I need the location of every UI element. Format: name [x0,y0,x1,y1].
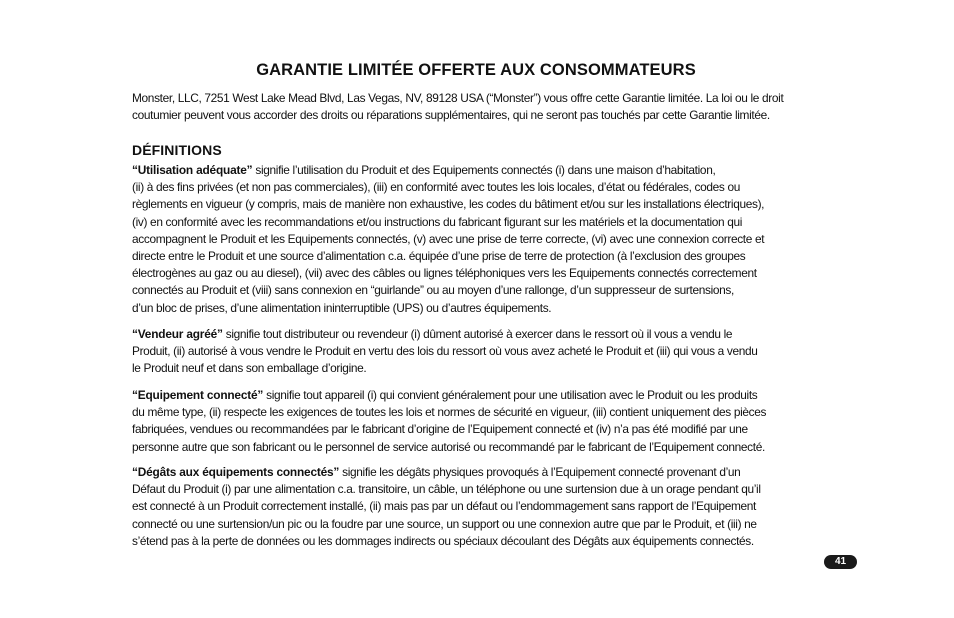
definition-text: signifie tout distributeur ou revendeur (i) dûment autorisé à exercer dans le ressort où il vous a vendu le [222,327,733,341]
definition-line: s’étend pas à la perte de données ou les dommages indirects ou spéciaux découlant des Dégâts aux équipements connectés. [132,533,754,548]
definition-line: Défaut du Produit (i) par une alimentation c.a. transitoire, un câble, un téléphone ou une surtension due à un orage pendant qu’il [132,482,761,497]
definition-line: est connecté à un Produit correctement installé, (ii) mais pas par un défaut ou l’endommagement sans rapport de l’Equipement [132,499,757,514]
definition-line: (iv) en conformité avec les recommandations et/ou instructions du fabricant figurant sur les matériels et la documentation qui [132,214,743,229]
definition-line: le Produit neuf et dans son emballage d’origine. [132,361,367,376]
definition-line: fabriquées, vendues ou recommandées par le fabricant d’origine de l’Equipement connecté et (iv) n’a pas été modifié par une [132,422,748,437]
definition-line: connecté ou une surtension/un pic ou la foudre par une source, un support ou une connexion autre que par le Produit, et (iii) ne [132,516,757,531]
intro-paragraph [132,90,832,124]
definition-term: “Utilisation adéquate” [132,163,253,177]
definition-line: Produit, (ii) autorisé à vous vendre le Produit en vertu des lois du ressort où vous avez acheté le Produit et (iii) qui vous a vendu [132,344,758,359]
definition-utilisation-adequate [132,162,832,317]
definition-line: d’un bloc de prises, d’une alimentation ininterruptible (UPS) ou d’autres équipements. [132,300,552,315]
definition-line: (ii) à des fins privées (et non pas commerciales), (iii) en conformité avec toutes les lois locales, d’état ou fédérales, codes ou [132,180,740,195]
definition-text: signifie l’utilisation du Produit et des Equipements connectés (i) dans une maison d’habitation, [252,163,716,177]
definition-line: accompagnent le Produit et les Equipements connectés, (v) avec une prise de terre correcte, (vi) avec une connexion correcte et [132,231,765,246]
definition-term: “Equipement connecté” [132,388,264,402]
definition-line: connectés au Produit et (viii) sans connexion en “guirlande” ou au moyen d’une rallonge, d’un suppresseur de surtensions, [132,283,734,298]
definition-first-line [132,387,825,404]
definition-first-line [132,326,825,343]
page-number-badge: 41 [824,555,857,569]
definition-text: signifie tout appareil (i) qui convient généralement pour une utilisation avec le Produit ou les produits [263,388,758,402]
definition-line: électrogènes au gaz ou au diesel), (vii) avec des câbles ou lignes téléphoniques vers les Equipements connectés correctement [132,266,757,281]
intro-line: Monster, LLC, 7251 West Lake Mead Blvd, Las Vegas, NV, 89128 USA (“Monster”) vous offre cette Garantie limitée. La loi ou le droit [132,91,784,105]
definitions-heading: DÉFINITIONS [132,142,222,158]
definition-vendeur-agree [132,326,832,378]
definition-degats-equipements [132,464,832,550]
intro-line: coutumier peuvent vous accorder des droits ou réparations supplémentaires, qui ne seront pas touchés par cette Garantie limitée. [132,108,770,123]
definition-line: du même type, (ii) respecte les exigences de toutes les lois et normes de sécurité en vigueur, (iii) contient uniquement des pièces [132,405,767,420]
page-title: GARANTIE LIMITÉE OFFERTE AUX CONSOMMATEURS [256,61,696,79]
definition-term: “Dégâts aux équipements connectés” [132,465,340,479]
definition-text: signifie les dégâts physiques provoqués à l’Equipement connecté provenant d’un [339,465,741,479]
definition-equipement-connecte [132,387,832,456]
definition-term: “Vendeur agréé” [132,327,223,341]
definition-first-line [132,464,825,481]
definition-line: règlements en vigueur (y compris, mais de manière non exhaustive, les codes du bâtiment et/ou sur les installations électriques), [132,197,765,212]
definition-line: directe entre le Produit et une source d’alimentation c.a. équipée d’une prise de terre de protection (à l’exclusion des groupes [132,249,746,264]
definition-line: personne autre que son fabricant ou le personnel de service autorisé ou recommandé par le fabricant de l’Equipement connecté. [132,439,765,454]
definition-first-line [132,162,825,179]
